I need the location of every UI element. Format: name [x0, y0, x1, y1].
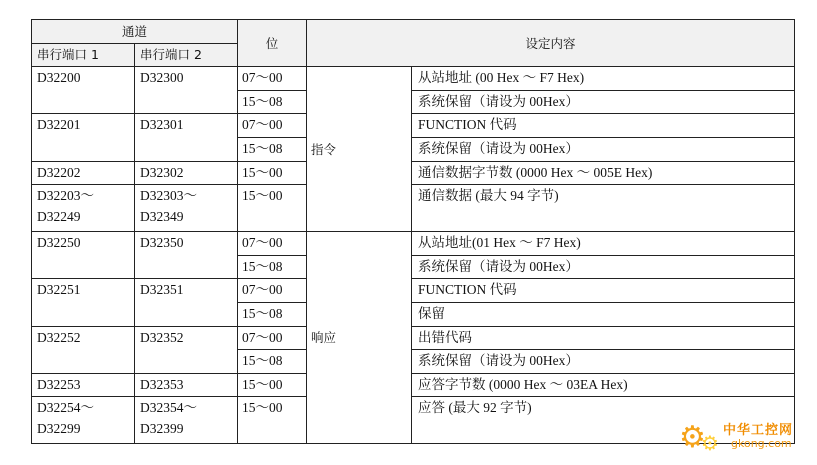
port1-cell: D32202	[32, 161, 135, 185]
port1-cell: D32200	[32, 67, 135, 114]
group-command: 指令	[307, 67, 412, 232]
header-channel: 通道	[32, 20, 238, 44]
port2-cell: D32351	[135, 279, 238, 326]
port2-range-end: D32399	[140, 421, 184, 437]
gkong-watermark	[679, 419, 807, 459]
desc-cell: 通信数据字节数 (0000 Hex ～ 005E Hex)	[412, 161, 795, 185]
port1-cell: D32250	[32, 232, 135, 279]
header-port-1: 串行端口 1	[32, 43, 135, 67]
port2-cell: D32302	[135, 161, 238, 185]
desc-cell: 系统保留（请设为 00Hex）	[412, 255, 795, 279]
desc-cell: 从站地址(01 Hex ～ F7 Hex)	[412, 232, 795, 256]
bit-cell: 15～08	[238, 350, 307, 374]
port2-cell: D32301	[135, 114, 238, 161]
table-row	[32, 114, 795, 138]
desc-cell: 系统保留（请设为 00Hex）	[412, 90, 795, 114]
port2-cell	[135, 397, 238, 444]
desc-cell: 系统保留（请设为 00Hex）	[412, 350, 795, 374]
desc-cell: 系统保留（请设为 00Hex）	[412, 137, 795, 161]
table-row	[32, 326, 795, 350]
port2-cell: D32350	[135, 232, 238, 279]
table-row	[32, 185, 795, 232]
port1-cell	[32, 397, 135, 444]
bit-cell: 07～00	[238, 279, 307, 303]
table-row	[32, 232, 795, 256]
bit-cell: 07～00	[238, 232, 307, 256]
port1-range-end: D32299	[37, 421, 81, 437]
bit-cell: 15～08	[238, 255, 307, 279]
desc-cell: 应答 (最大 92 字节)	[412, 397, 795, 444]
port2-cell: D32300	[135, 67, 238, 114]
desc-cell: 从站地址 (00 Hex ～ F7 Hex)	[412, 67, 795, 91]
table-row	[32, 373, 795, 397]
port1-cell: D32253	[32, 373, 135, 397]
bit-cell: 07～00	[238, 114, 307, 138]
bit-cell: 15～00	[238, 185, 307, 232]
port1-cell: D32251	[32, 279, 135, 326]
port1-cell: D32201	[32, 114, 135, 161]
port2-cell: D32353	[135, 373, 238, 397]
bit-cell: 15～08	[238, 90, 307, 114]
bit-cell: 15～00	[238, 161, 307, 185]
gear-icon: ⚙	[679, 420, 706, 455]
header-bit: 位	[238, 20, 307, 67]
header-content: 设定内容	[307, 20, 795, 67]
desc-cell: 出错代码	[412, 326, 795, 350]
port2-range-end: D32349	[140, 209, 184, 225]
bit-cell: 15～00	[238, 373, 307, 397]
port1-range-start: D32254～	[37, 400, 94, 416]
port2-cell	[135, 185, 238, 232]
port1-cell: D32252	[32, 326, 135, 373]
port2-range-start: D32303～	[140, 188, 197, 204]
bit-cell: 07～00	[238, 326, 307, 350]
desc-cell: FUNCTION 代码	[412, 114, 795, 138]
watermark-cn: 中华工控网	[723, 423, 794, 438]
table-row	[32, 279, 795, 303]
gear-small-icon: ⚙	[701, 431, 719, 455]
desc-cell: 通信数据 (最大 94 字节)	[412, 185, 795, 232]
group-response: 响应	[307, 232, 412, 444]
port2-range-start: D32354～	[140, 400, 197, 416]
port1-range-start: D32203～	[37, 188, 94, 204]
table-row	[32, 67, 795, 91]
desc-cell: 保留	[412, 302, 795, 326]
watermark-en: gkong.com	[731, 437, 792, 450]
desc-cell: FUNCTION 代码	[412, 279, 795, 303]
port1-cell	[32, 185, 135, 232]
bit-cell: 15～00	[238, 397, 307, 444]
bit-cell: 15～08	[238, 137, 307, 161]
desc-cell: 应答字节数 (0000 Hex ～ 03EA Hex)	[412, 373, 795, 397]
register-table	[31, 19, 795, 444]
table-row	[32, 161, 795, 185]
port2-cell: D32352	[135, 326, 238, 373]
bit-cell: 07～00	[238, 67, 307, 91]
bit-cell: 15～08	[238, 302, 307, 326]
header-port-2: 串行端口 2	[135, 43, 238, 67]
port1-range-end: D32249	[37, 209, 81, 225]
